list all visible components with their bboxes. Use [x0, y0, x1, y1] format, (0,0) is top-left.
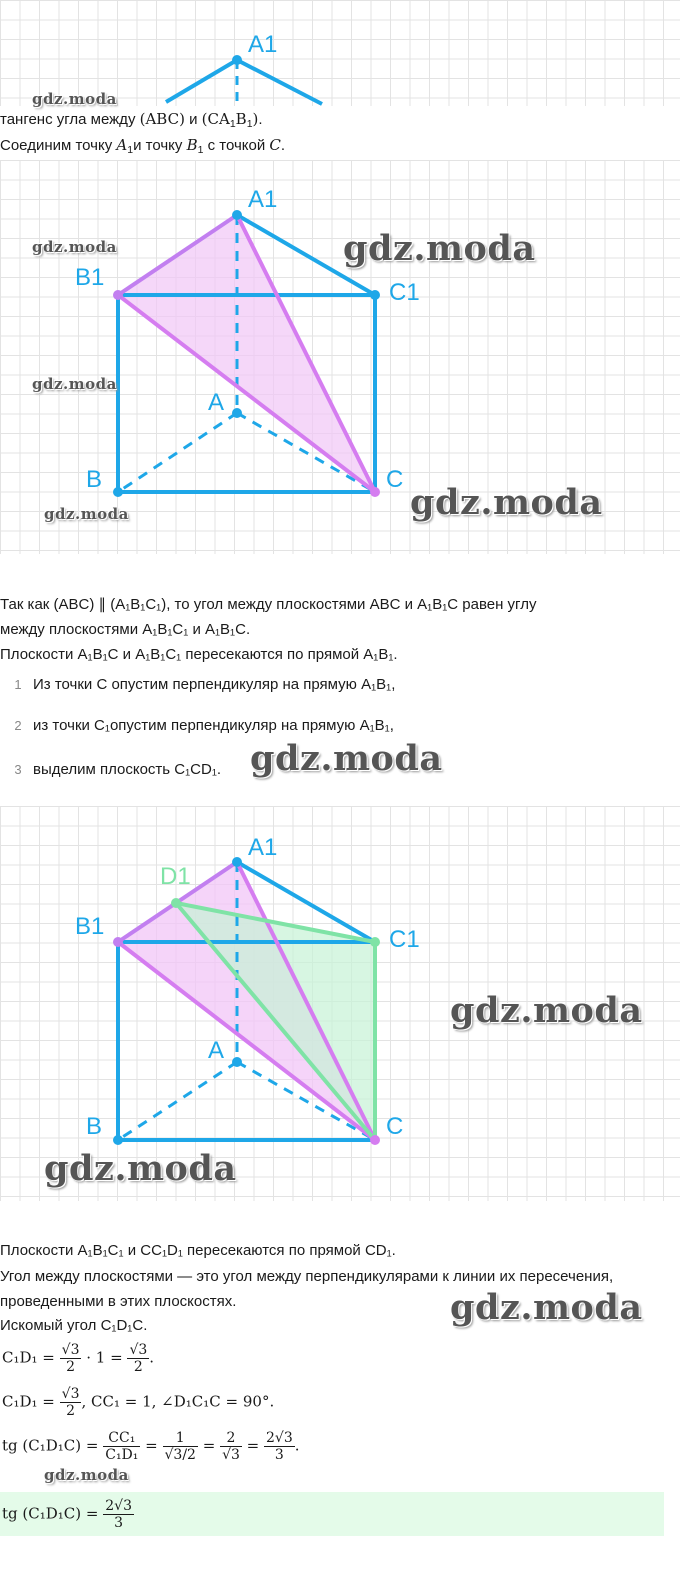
watermark: gdz.moda	[32, 90, 117, 108]
label-b1: B1	[75, 264, 105, 291]
point-c1	[370, 937, 380, 947]
intro-line-2: Соединим точку $A_1и$ точку $B_1$ с точкой C.	[0, 136, 286, 156]
equation-1: C₁D₁ = $\frac{√3}{2}$ · 1 = $\frac{√3}{2}$ .	[2, 1342, 155, 1375]
section3-line-1: Плоскости A₁B₁C₁ и CC₁D₁ пересекаются по прямой CD₁.	[0, 1242, 396, 1259]
label-c1: C1	[389, 279, 420, 306]
section3-line-3: проведенными в этих плоскостях.	[0, 1293, 237, 1310]
point-a	[232, 1057, 242, 1067]
watermark: gdz.moda	[410, 482, 603, 523]
watermark: gdz.moda	[44, 505, 129, 523]
equation-2: C₁D₁ = $\frac{√3}{2}$ , CC₁ = 1, ∠D₁C₁C = 90°.	[2, 1386, 275, 1419]
section2-line-1: Так как (ABC) ∥ (A₁B₁C₁), то угол между плоскостями ABC и A₁B₁C равен углу	[0, 596, 537, 613]
section2-line-3: Плоскости A₁B₁C и A₁B₁C₁ пересекаются по прямой A₁B₁.	[0, 646, 398, 663]
label-d1: D1	[160, 863, 191, 890]
point-a1	[232, 857, 242, 867]
point-c	[370, 1135, 380, 1145]
section2-line-2: между плоскостями A₁B₁C₁ и A₁B₁C.	[0, 621, 251, 638]
label-a: A	[208, 389, 225, 416]
label-b1: B1	[75, 913, 105, 940]
section3-line-2: Угол между плоскостями — это угол между перпендикулярами к линии их пересечения,	[0, 1268, 614, 1285]
edge-a-b-hidden	[118, 1062, 237, 1140]
label-a1: A1	[248, 186, 278, 213]
watermark: gdz.moda	[450, 1287, 643, 1328]
watermark: gdz.moda	[32, 375, 117, 393]
step-1: 1 Из точки C опустим перпендикуляр на прямую A₁B₁,	[14, 676, 396, 693]
point-b1	[113, 937, 123, 947]
watermark: gdz.moda	[44, 1466, 129, 1484]
watermark: gdz.moda	[250, 738, 443, 779]
equation-3: tg (C₁D₁C) = $\frac{\text{CC₁}}{\text{C₁D₁}}$ = $\frac{1}{√3/2}$ = $\frac{2}{√3}$ = $\frac{2√3}{3}$ .	[2, 1430, 300, 1463]
point-d1	[171, 898, 181, 908]
label-c: C	[386, 466, 404, 493]
point-b	[113, 1135, 123, 1145]
watermark: gdz.moda	[343, 228, 536, 269]
step-3: 3 выделим плоскость C₁CD₁.	[14, 761, 222, 778]
watermark: gdz.moda	[44, 1148, 237, 1189]
answer-equation: tg (C₁D₁C) = $\frac{2√3}{3}$	[2, 1498, 132, 1531]
step-2: 2 из точки C₁опустим перпендикуляр на прямую A₁B₁,	[14, 717, 394, 734]
watermark: gdz.moda	[32, 238, 117, 256]
label-b: B	[86, 466, 103, 493]
label-c1: C1	[389, 926, 420, 953]
watermark: gdz.moda	[450, 990, 643, 1031]
label-a1: A1	[248, 31, 278, 58]
section3-line-4: Искомый угол C₁D₁C.	[0, 1317, 148, 1334]
label-a1: A1	[248, 834, 278, 861]
label-a: A	[208, 1037, 225, 1064]
label-b: B	[86, 1113, 103, 1140]
intro-line-1: тангенс угла между (ABC) и $(CA_1B_1)$.	[0, 110, 263, 130]
label-c: C	[386, 1113, 404, 1140]
